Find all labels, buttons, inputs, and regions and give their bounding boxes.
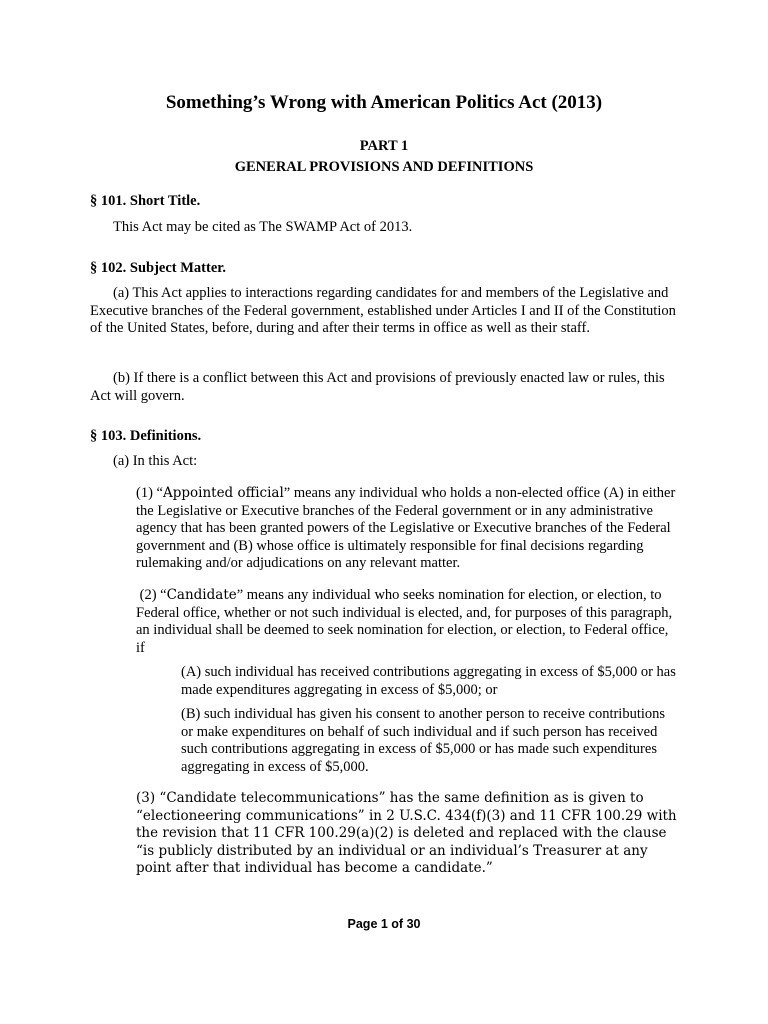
definition-candidate	[136, 587, 680, 657]
document-title: Something’s Wrong with American Politics Act (2013)	[165, 92, 603, 113]
definition-1-prefix: (1) “	[136, 485, 163, 501]
definition-1-term: Appointed official	[162, 485, 284, 501]
page-current: 1	[380, 917, 388, 931]
definition-candidate-clause-a: (A) such individual has received contributions aggregating in excess of $5,000 or has made expenditures aggregating in excess of $5,000; or	[181, 664, 676, 698]
section-103-intro: (a) In this Act:	[113, 453, 198, 469]
page-total: 30	[406, 917, 421, 931]
definition-candidate-telecommunications: (3) “Candidate telecommunications” has the same definition as is given to “electioneering communications” in 2 U.S.C. 434(f)(3) and 11 CFR 100.29 with the revision that 11 CFR 100.29(a)(2) is deleted and replaced with the clause “is publicly distributed by an individual or an individual’s Treasurer at any point after that individual has become a candidate.”	[136, 790, 677, 876]
section-102-heading: § 102. Subject Matter.	[90, 260, 226, 276]
page-number-footer	[0, 916, 768, 932]
section-102-para-a: (a) This Act applies to interactions regarding candidates for and members of the Legislative and Executive branches of the Federal government, established under Articles I and II of the Constitution of the United States, before, during and after their terms in office as well as their staff.	[90, 285, 676, 336]
definition-2-text: ” means any individual who seeks nomination for election, or election, to Federal office, whether or not such individual is elected, and, for purposes of this paragraph, an individual shall be deemed to seek nomination for election, or election, to Federal office, if	[136, 587, 673, 656]
part-number: PART 1	[359, 138, 409, 154]
definition-appointed-official	[136, 485, 680, 573]
page-of: of	[387, 917, 407, 931]
definition-candidate-clause-b: (B) such individual has given his consent to another person to receive contributions or make expenditures on behalf of such individual and if such person has received such contributions aggregating in excess of $5,000 or has made such expenditures aggregating in excess of $5,000.	[181, 706, 666, 775]
part-title: GENERAL PROVISIONS AND DEFINITIONS	[234, 159, 534, 175]
definition-2-term: Candidate	[166, 587, 237, 603]
section-103-heading: § 103. Definitions.	[90, 428, 202, 444]
section-101-text: This Act may be cited as The SWAMP Act of 2013.	[113, 219, 413, 235]
section-102-para-b: (b) If there is a conflict between this Act and provisions of previously enacted law or rules, this Act will govern.	[90, 370, 665, 404]
section-101-heading: § 101. Short Title.	[90, 193, 201, 209]
definition-2-prefix: (2) “	[139, 587, 167, 603]
page-label: Page	[347, 917, 381, 931]
definition-1-text: ” means any individual who holds a non-elected office (A) in either the Legislative or Executive branches of the Federal government or in any administrative agency that has been granted powers of the Legislative or Executive branches of the Federal government and (B) whose office is ultimately responsible for final decisions regarding rulemaking and/or adjudications on any relevant matter.	[136, 485, 676, 571]
